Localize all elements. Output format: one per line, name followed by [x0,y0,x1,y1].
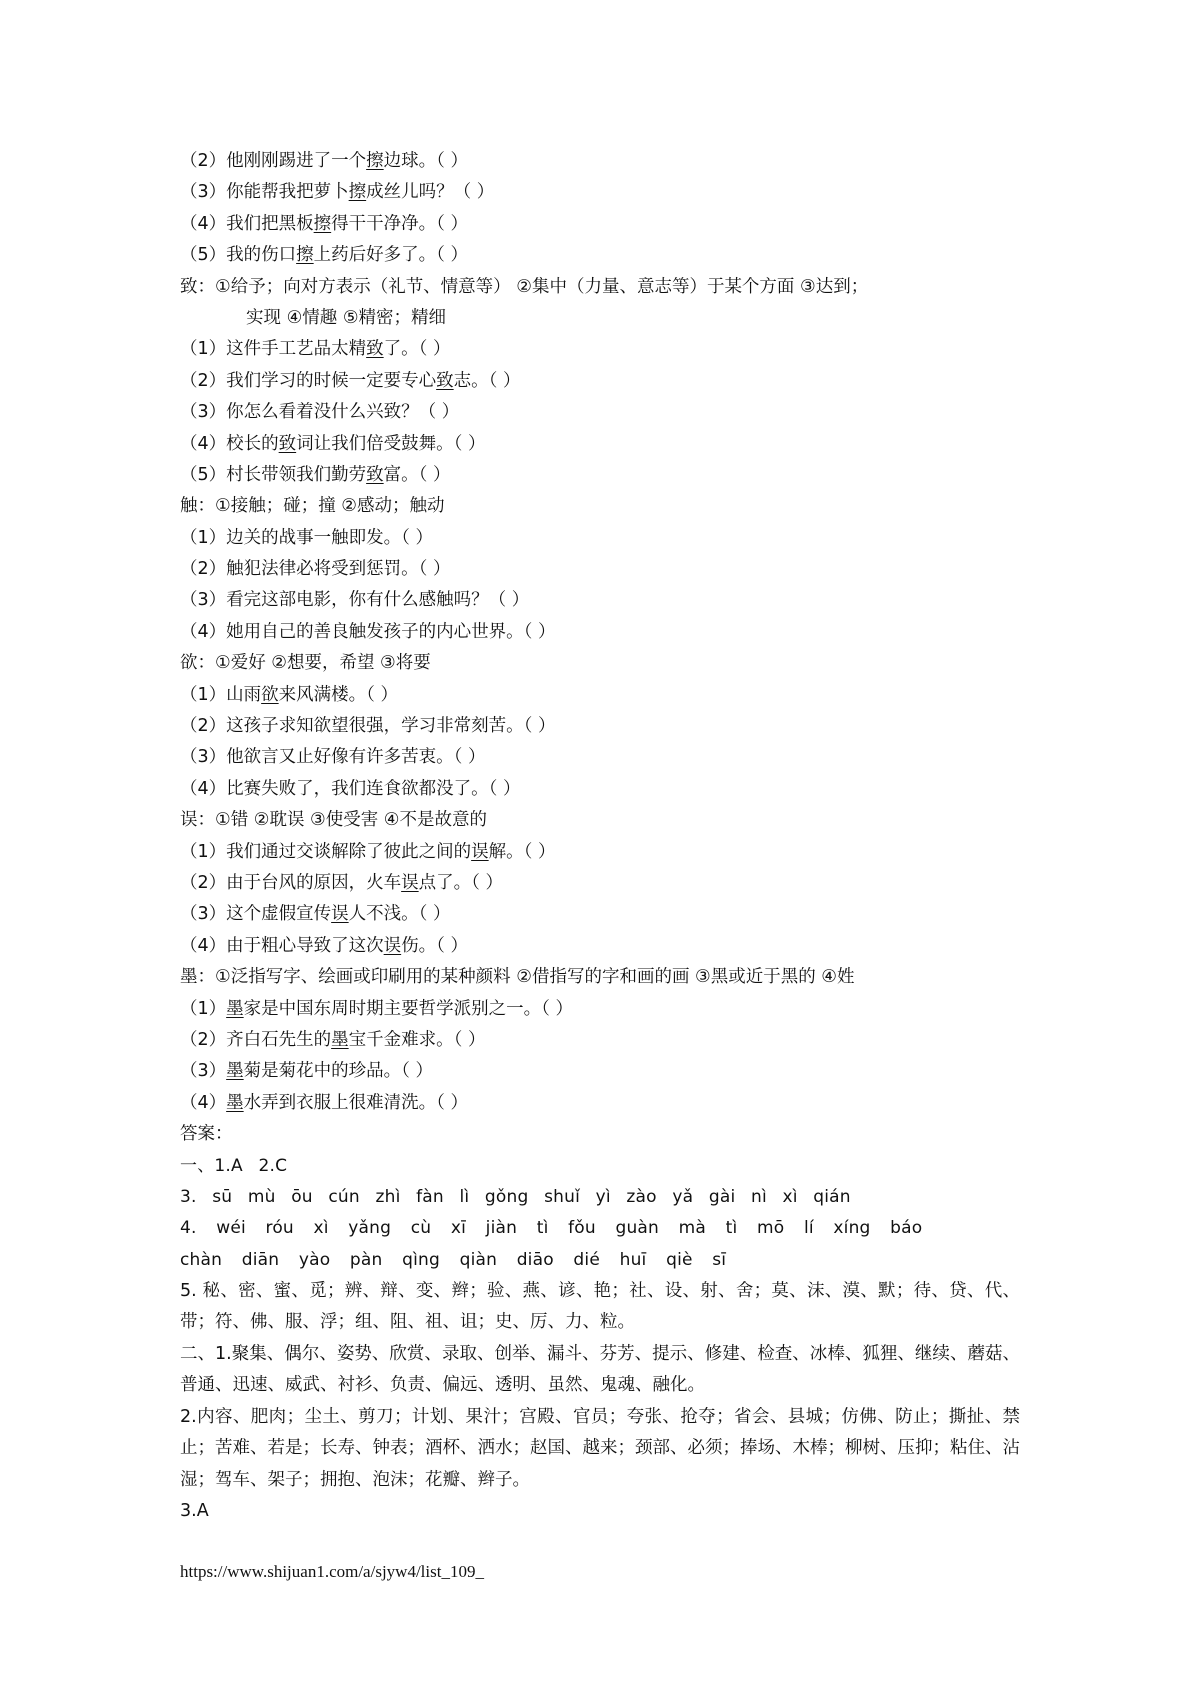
underlined-char: 致 [278,433,297,454]
answers-heading: 答案： [180,1124,233,1145]
question-text: （3）你怎么看着没什么兴致？（ ） [180,402,460,423]
underlined-char: 误 [471,841,489,862]
underlined-char: 墨 [331,1029,349,1050]
answer-pinyin-4: 4. wéi róu xì yǎng cù xī jiàn tì fǒu guàn mà tì mō lí xíng báo [180,1218,923,1239]
document-body [180,146,1020,1527]
question-text: （3）你能帮我把萝卜 [180,182,349,203]
question-text: 了。（ ） [383,339,451,360]
question-text: （5）村长带领我们勤劳 [180,464,367,485]
question-text: 富。（ ） [383,464,451,485]
question-text: 伤。（ ） [401,935,468,956]
answer-section-2-2: 2.内容、肥肉；尘土、剪刀；计划、果汁；宫殿、官员；夸张、抢夺；省会、县城；仿佛、防止；撕扯、禁止；苦难、若是；长寿、钟表；酒杯、洒水；赵国、越来；颈部、必须；捧场、木棒；柳树、压抑；粘住、沾湿；驾车、架子；拥抱、泡沫；花瓣、辫子。 [180,1406,1020,1490]
question-text: （4）比赛失败了，我们连食欲都没了。（ ） [180,778,521,799]
question-text: （4）我们把黑板 [180,213,314,234]
answer-section-2-1: 二、1.聚集、偶尔、姿势、欣赏、录取、创举、漏斗、芬芳、提示、修建、检查、冰棒、狐狸、继续、蘑菇、普通、迅速、威武、衬衫、负责、偏远、透明、虽然、鬼魂、融化。 [180,1343,1020,1396]
underlined-char: 欲 [261,684,279,705]
question-text: 得干干净净。（ ） [331,213,468,234]
question-yu-2 [180,711,1020,742]
question-zhi-5 [180,460,1020,491]
question-mo-2 [180,1025,1020,1056]
underlined-char: 误 [331,904,349,925]
question-wu-2 [180,868,1020,899]
question-text: 来风满楼。（ ） [278,684,398,705]
question-wu-3 [180,899,1020,930]
definition-chu: 触：①接触；碰；撞 ②感动；触动 [180,496,445,517]
question-chu-1: （1）边关的战事一触即发。（ ） [180,527,433,548]
question-text: 成丝儿吗？（ ） [366,182,495,203]
question-text: （4）校长的 [180,433,279,454]
question-yu-4 [180,774,1020,805]
question-text: 上药后好多了。（ ） [313,245,468,266]
underlined-char: 擦 [313,213,332,234]
footer-url: https://www.shijuan1.com/a/sjyw4/list_109_ [180,1562,484,1581]
question-text: （4）由于粗心导致了这次 [180,935,384,956]
question-text: （4） [180,1092,227,1113]
question-text: 解。（ ） [488,841,556,862]
underlined-char: 致 [366,464,384,485]
question-text: （1）我们通过交谈解除了彼此之间的 [180,841,472,862]
question-chu-4: （4）她用自己的善良触发孩子的内心世界。（ ） [180,621,556,642]
definition-zhi-continued: 实现 ④情趣 ⑤精密；精细 [246,307,447,328]
question-text: （2）这孩子求知欲望很强，学习非常刻苦。（ ） [180,716,556,737]
question-zhi-1 [180,334,1020,365]
question-text: 水弄到衣服上很难清洗。（ ） [243,1092,468,1113]
question-ca-2 [180,146,1020,177]
question-mo-4 [180,1088,1020,1119]
underlined-char: 墨 [226,1092,244,1113]
question-text: （1） [180,998,227,1019]
question-text: （3）这个虚假宣传 [180,904,332,925]
underlined-char: 擦 [296,245,314,266]
definition-wu: 误：①错 ②耽误 ③使受害 ④不是故意的 [180,810,487,831]
definition-mo: 墨：①泛指写字、绘画或印刷用的某种颜料 ②借指写的字和画的画 ③黑或近于黑的 ④姓 [180,967,855,988]
question-wu-1 [180,837,1020,868]
underlined-char: 擦 [348,182,367,203]
question-wu-4 [180,931,1020,962]
question-text: 人不浅。（ ） [348,904,451,925]
underlined-char: 致 [366,339,384,360]
question-ca-3 [180,177,1020,208]
question-zhi-4 [180,429,1020,460]
definition-yu: 欲：①爱好 ②想要，希望 ③将要 [180,653,431,674]
question-yu-3 [180,742,1020,773]
question-mo-1 [180,994,1020,1025]
question-chu-2: （2）触犯法律必将受到惩罚。（ ） [180,559,451,580]
question-text: （1）山雨 [180,684,262,705]
question-text: 菊是菊花中的珍品。（ ） [243,1061,433,1082]
question-text: （3） [180,1061,227,1082]
question-text: （2）我们学习的时候一定要专心 [180,370,437,391]
underlined-char: 擦 [366,151,384,171]
underlined-char: 误 [383,935,402,956]
question-ca-4 [180,209,1020,240]
question-text: 边球。（ ） [383,151,468,171]
answer-pinyin-4-continued: chàn diān yào pàn qìng qiàn diāo dié huī qiè sī [180,1249,727,1270]
answer-5: 5. 秘、密、蜜、觅；辨、辩、变、辫；验、燕、谚、艳；社、设、射、舍；莫、沫、漠、默；待、贷、代、带；符、佛、服、浮；组、阻、祖、诅；史、厉、力、粒。 [180,1281,1020,1333]
question-text: （3）他欲言又止好像有许多苦衷。（ ） [180,747,486,768]
question-text: 词让我们倍受鼓舞。（ ） [296,433,486,454]
answer-section-2-3: 3.A [180,1500,209,1521]
question-chu-3: （3）看完这部电影，你有什么感触吗？（ ） [180,590,530,611]
question-text: 点了。（ ） [418,872,503,893]
question-text: （1）这件手工艺品太精 [180,339,367,360]
question-text: 宝千金难求。（ ） [348,1029,486,1050]
question-ca-5 [180,240,1020,271]
underlined-char: 墨 [226,1061,244,1082]
question-text: （2）他刚刚踢进了一个 [180,151,367,171]
answer-section-1: 一、1.A 2.C [180,1155,288,1176]
question-yu-1 [180,680,1020,711]
question-text: （5）我的伤口 [180,245,297,266]
underlined-char: 误 [401,872,419,893]
question-zhi-3 [180,397,1020,428]
answer-pinyin-3: 3. sū mù ōu cún zhì fàn lì gǒng shuǐ yì zào yǎ gài nì xì qián [180,1186,851,1207]
question-text: 家是中国东周时期主要哲学派别之一。（ ） [243,998,573,1019]
underlined-char: 致 [436,370,454,391]
question-text: （2）齐白石先生的 [180,1029,332,1050]
question-text: （2）由于台风的原因，火车 [180,872,402,893]
question-mo-3 [180,1056,1020,1087]
definition-zhi: 致：①给予；向对方表示（礼节、情意等） ②集中（力量、意志等）于某个方面 ③达到； [180,276,869,297]
underlined-char: 墨 [226,998,244,1019]
question-zhi-2 [180,366,1020,397]
question-text: 志。（ ） [453,370,521,391]
